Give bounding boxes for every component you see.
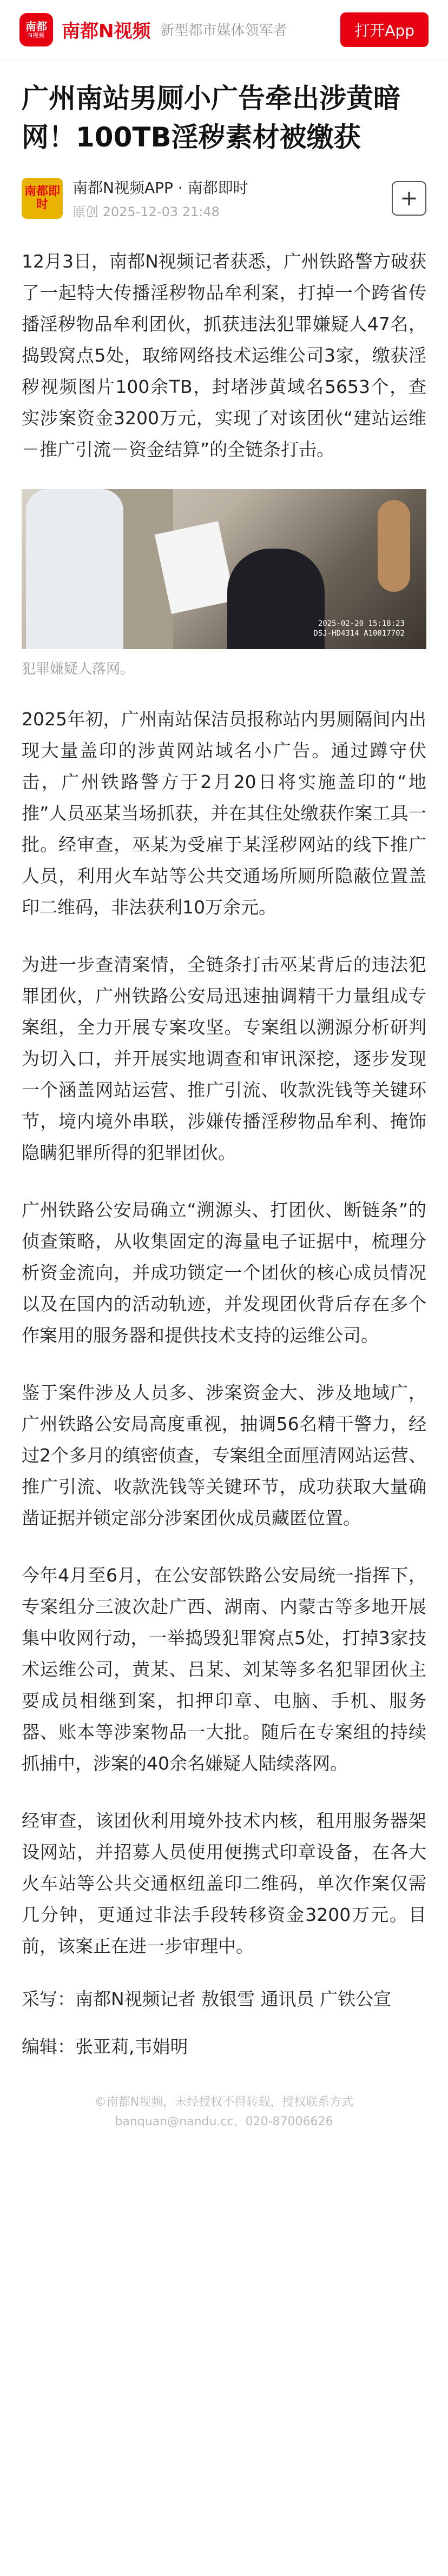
- logo-line2: N视频: [28, 31, 45, 39]
- photo-device-id: DSJ-HD4314 A10017702: [313, 629, 405, 638]
- author-avatar[interactable]: 南都即时: [22, 178, 63, 219]
- article-photo[interactable]: [22, 489, 426, 649]
- article-paragraph-5: 鉴于案件涉及人员多、涉案资金大、涉及地域广，广州铁路公安局高度重视，抽调56名精干警力，经过2个多月的缜密侦查，专案组全面厘清网站运营、推广引流、收款洗钱等关键环节，成功获取大量确凿证据并锁定部分涉案团伙成员藏匿位置。: [22, 1382, 426, 1529]
- publish-date: 原创 2025-12-03 21:48: [73, 204, 220, 219]
- article-paragraph-6: 今年4月至6月，在公安部铁路公安局统一指挥下，专案组分三波次赴广西、湖南、内蒙古等多地开展集中收网行动，一举捣毁犯罪窝点5处，打掉3家技术运维公司，黄某、吕某、刘某等多名犯罪团伙主要成员相继到案，扣押印章、电脑、手机、服务器、账本等涉案物品一大批。随后在专案组的持续抓捕中，涉案的40余名嫌疑人陆续落网。: [22, 1565, 426, 1774]
- article-paragraph-1: 12月3日，南都N视频记者获悉，广州铁路警方破获了一起特大传播淫秽物品牟利案，打掉一个跨省传播淫秽物品牟利团伙，抓获违法犯罪嫌疑人47名，捣毁窝点5处，取缔网络技术运维公司3家，缴获淫秽视频图片100余TB，封堵涉黄域名5653个，查实涉案资金3200万元，实现了对该团伙“建站运维－推广引流－资金结算”的全链条打击。: [22, 251, 426, 460]
- author-meta: [73, 176, 248, 220]
- author-name[interactable]: 南都N视频APP · 南都即时: [73, 179, 248, 197]
- copyright-line1: ©南都N视频，未经授权不得转载，授权联系方式: [94, 2095, 354, 2109]
- open-app-button[interactable]: 打开App: [340, 12, 429, 47]
- article-paragraph-3: 为进一步查清案情，全链条打击巫某背后的违法犯罪团伙，广州铁路公安局迅速抽调精干力量组成专案组，全力开展专案攻坚。专案组以溯源分析研判为切入口，并开展实地调查和审讯深挖，逐步发现一个涵盖网站运营、推广引流、收款洗钱等关键环节，境内境外串联，涉嫌传播淫秽物品牟利、掩饰隐瞒犯罪所得的犯罪团伙。: [22, 954, 426, 1163]
- article-paragraph-4: 广州铁路公安局确立“溯源头、打团伙、断链条”的侦查策略，从收集固定的海量电子证据中，梳理分析资金流向，并成功锁定一个团伙的核心成员情况以及在国内的活动轨迹，并发现团伙背后存在多个作案用的服务器和提供技术支持的运维公司。: [22, 1199, 426, 1346]
- article-paragraph-7: 经审查，该团伙利用境外技术内核，租用服务器架设网站，并招募人员使用便携式印章设备，在各大火车站等公共交通枢纽盖印二维码，单次作案仅需几分钟，更通过非法手段转移资金3200万元。目前，该案正在进一步审理中。: [22, 1810, 426, 1957]
- editor-credit: 编辑：张亚莉,韦娟明: [22, 2036, 188, 2057]
- app-logo[interactable]: [19, 13, 53, 46]
- photo-timestamp-date: 2025-02-20 15:18:23: [318, 619, 405, 628]
- photo-caption: 犯罪嫌疑人落网。: [22, 661, 135, 677]
- logo-line1: 南都: [25, 19, 47, 33]
- top-bar: [0, 0, 448, 59]
- reporter-credit: 采写：南都N视频记者 敖银雪 通讯员 广铁公宣: [22, 1988, 392, 2010]
- copyright-line2: banquan@nandu.cc，020-87006626: [115, 2115, 333, 2128]
- copyright-notice: [22, 2093, 426, 2132]
- photo-timestamp: [313, 619, 405, 638]
- article-paragraph-2: 2025年初，广州南站保洁员报称站内男厕隔间内出现大量盖印的涉黄网站域名小广告。通过蹲守伏击，广州铁路警方于2月20日将实施盖印的“地推”人员巫某当场抓获，并在其住处缴获作案工具一批。经审查，巫某为受雇于某淫秽网站的线下推广人员，利用火车站等公共交通场所厕所隐蔽位置盖印二维码，非法获利10万余元。: [22, 709, 426, 918]
- photo-suspect-shape: [227, 549, 325, 649]
- follow-button[interactable]: +: [392, 181, 426, 216]
- brand-slogan: 新型都市媒体领军者: [160, 23, 287, 39]
- author-row: [22, 176, 426, 220]
- photo-officer-shape: [26, 489, 123, 649]
- brand-name: 南都N视频: [62, 21, 151, 42]
- photo-hand-shape: [378, 500, 410, 592]
- article-title: 广州南站男厕小广告牵出涉黄暗网！100TB淫秽素材被缴获: [22, 83, 400, 153]
